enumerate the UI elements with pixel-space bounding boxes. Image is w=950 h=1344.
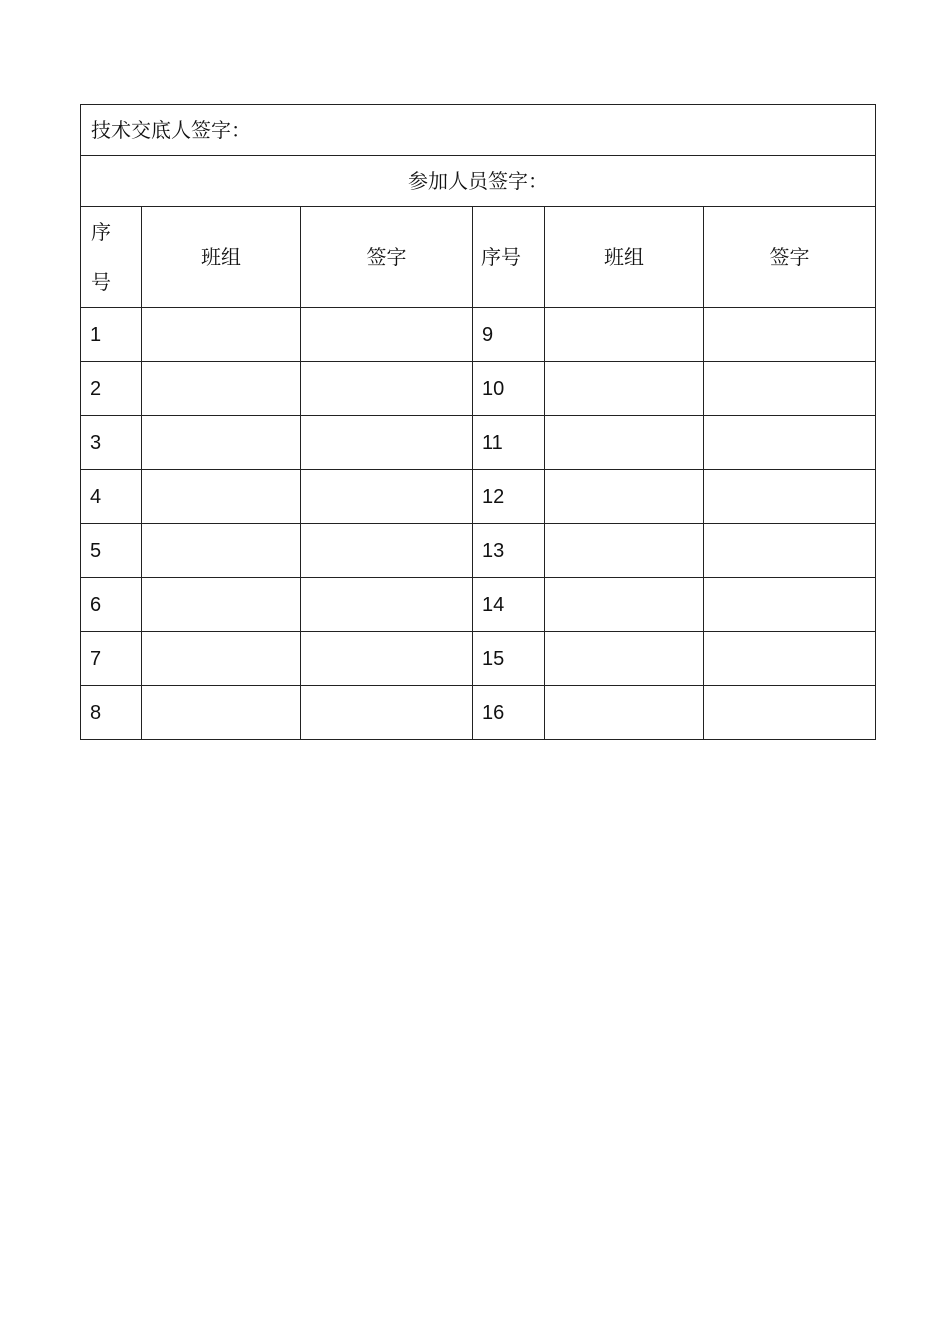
seq-number-left: 1 bbox=[81, 308, 142, 362]
table-row bbox=[81, 524, 876, 578]
seq-number-left: 6 bbox=[81, 578, 142, 632]
header-seq-right: 序号 bbox=[473, 207, 545, 308]
header-sign-left: 签字 bbox=[301, 207, 473, 308]
table-row bbox=[81, 308, 876, 362]
team-cell-right[interactable] bbox=[545, 308, 704, 362]
signature-table bbox=[80, 104, 876, 740]
table-row bbox=[81, 632, 876, 686]
participants-signature-label: 参加人员签字： bbox=[81, 156, 876, 207]
team-cell-right[interactable] bbox=[545, 362, 704, 416]
team-cell-left[interactable] bbox=[142, 362, 301, 416]
seq-number-right: 10 bbox=[473, 362, 545, 416]
signature-cell-right[interactable] bbox=[704, 362, 876, 416]
header-sign-right: 签字 bbox=[704, 207, 876, 308]
table-row bbox=[81, 362, 876, 416]
table-row bbox=[81, 578, 876, 632]
header-team-right: 班组 bbox=[545, 207, 704, 308]
signature-cell-left[interactable] bbox=[301, 578, 473, 632]
table-row bbox=[81, 686, 876, 740]
team-cell-right[interactable] bbox=[545, 416, 704, 470]
seq-number-left: 4 bbox=[81, 470, 142, 524]
team-cell-right[interactable] bbox=[545, 470, 704, 524]
signature-cell-left[interactable] bbox=[301, 470, 473, 524]
seq-number-left: 5 bbox=[81, 524, 142, 578]
team-cell-left[interactable] bbox=[142, 308, 301, 362]
seq-number-right: 15 bbox=[473, 632, 545, 686]
team-cell-left[interactable] bbox=[142, 470, 301, 524]
signature-cell-left[interactable] bbox=[301, 632, 473, 686]
signature-cell-left[interactable] bbox=[301, 308, 473, 362]
team-cell-left[interactable] bbox=[142, 416, 301, 470]
header-seq-left-text: 序号 bbox=[91, 220, 111, 294]
seq-number-left: 7 bbox=[81, 632, 142, 686]
header-team-left: 班组 bbox=[142, 207, 301, 308]
seq-number-right: 12 bbox=[473, 470, 545, 524]
signature-cell-right[interactable] bbox=[704, 578, 876, 632]
signature-cell-left[interactable] bbox=[301, 686, 473, 740]
team-cell-left[interactable] bbox=[142, 686, 301, 740]
participants-signature-row bbox=[81, 156, 876, 207]
presenter-signature-label: 技术交底人签字： bbox=[81, 105, 876, 156]
seq-number-right: 16 bbox=[473, 686, 545, 740]
seq-number-right: 9 bbox=[473, 308, 545, 362]
table-row bbox=[81, 416, 876, 470]
team-cell-left[interactable] bbox=[142, 632, 301, 686]
signature-cell-right[interactable] bbox=[704, 632, 876, 686]
signature-cell-right[interactable] bbox=[704, 308, 876, 362]
team-cell-right[interactable] bbox=[545, 632, 704, 686]
header-row bbox=[81, 207, 876, 308]
signature-cell-right[interactable] bbox=[704, 524, 876, 578]
team-cell-right[interactable] bbox=[545, 578, 704, 632]
signature-cell-right[interactable] bbox=[704, 470, 876, 524]
header-seq-left bbox=[81, 207, 142, 308]
seq-number-right: 11 bbox=[473, 416, 545, 470]
signature-cell-left[interactable] bbox=[301, 416, 473, 470]
team-cell-left[interactable] bbox=[142, 524, 301, 578]
team-cell-right[interactable] bbox=[545, 686, 704, 740]
signature-cell-right[interactable] bbox=[704, 686, 876, 740]
team-cell-right[interactable] bbox=[545, 524, 704, 578]
signature-cell-left[interactable] bbox=[301, 524, 473, 578]
seq-number-left: 8 bbox=[81, 686, 142, 740]
team-cell-left[interactable] bbox=[142, 578, 301, 632]
seq-number-left: 3 bbox=[81, 416, 142, 470]
signature-cell-right[interactable] bbox=[704, 416, 876, 470]
seq-number-right: 14 bbox=[473, 578, 545, 632]
presenter-signature-row bbox=[81, 105, 876, 156]
signature-cell-left[interactable] bbox=[301, 362, 473, 416]
seq-number-right: 13 bbox=[473, 524, 545, 578]
seq-number-left: 2 bbox=[81, 362, 142, 416]
table-row bbox=[81, 470, 876, 524]
